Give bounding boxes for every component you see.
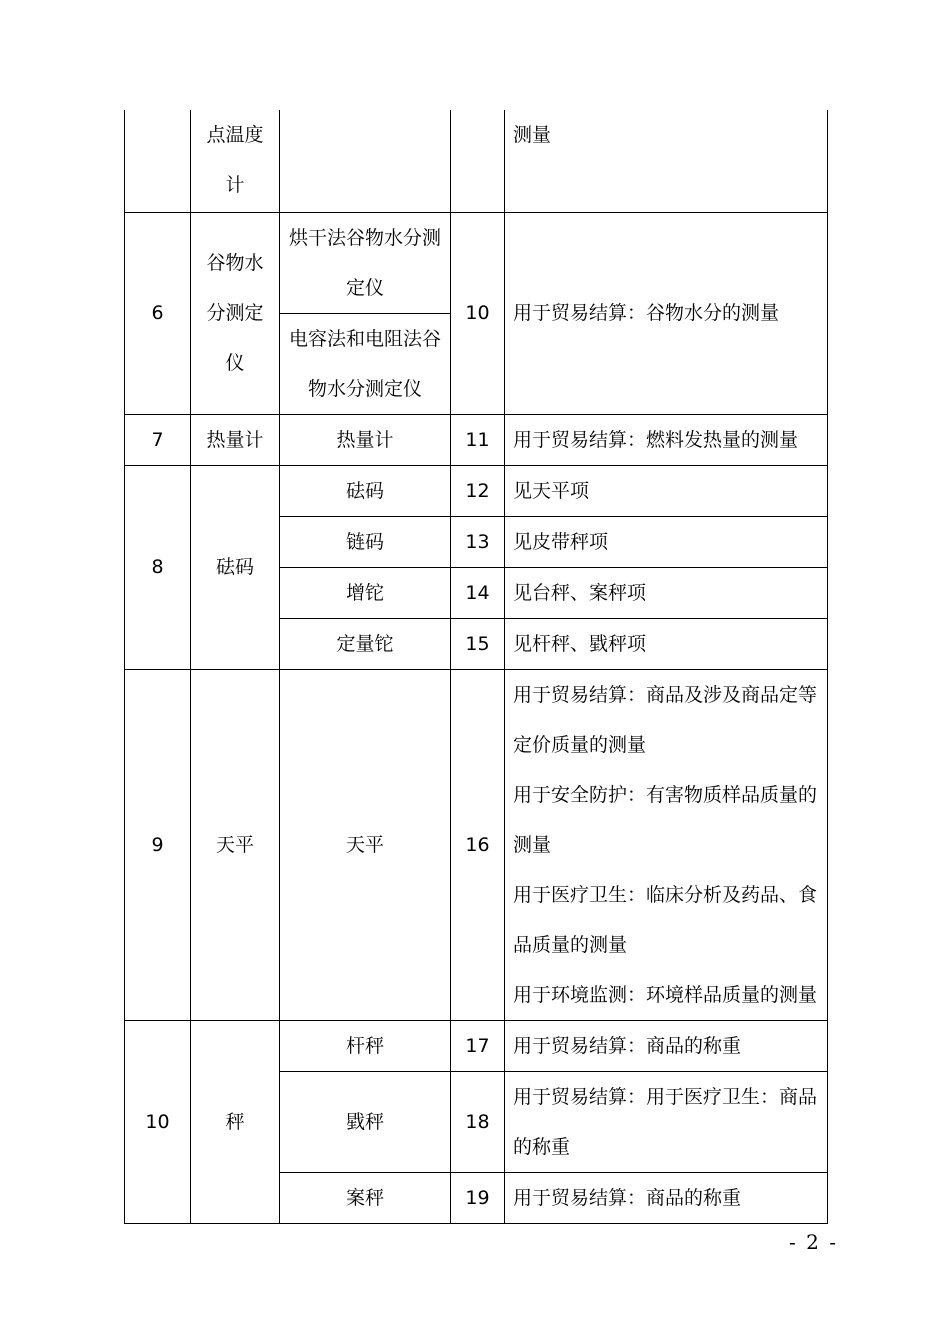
row-number-cell: 6: [125, 212, 191, 414]
category-cell: 热量计: [191, 414, 280, 465]
item-cell: 案秤: [280, 1172, 451, 1223]
usage-cell: 见天平项: [505, 465, 828, 516]
instrument-table: [124, 110, 828, 1224]
code-cell: [451, 110, 505, 212]
usage-cell: 用于贸易结算：用于医疗卫生：商品 的称重: [505, 1071, 828, 1172]
category-cell: 砝码: [191, 465, 280, 669]
code-cell: 11: [451, 414, 505, 465]
table-row: [125, 110, 828, 212]
page-number: - 2 -: [789, 1230, 838, 1254]
category-cell: 点温度 计: [191, 110, 280, 212]
row-number-cell: [125, 110, 191, 212]
usage-cell: 用于贸易结算：商品的称重: [505, 1020, 828, 1071]
code-cell: 13: [451, 516, 505, 567]
item-cell: 定量铊: [280, 618, 451, 669]
item-cell: 天平: [280, 669, 451, 1020]
usage-cell: 用于贸易结算：商品的称重: [505, 1172, 828, 1223]
usage-cell: 用于贸易结算：燃料发热量的测量: [505, 414, 828, 465]
table-row: [125, 414, 828, 465]
category-cell: 天平: [191, 669, 280, 1020]
item-cell: 热量计: [280, 414, 451, 465]
row-number-cell: 7: [125, 414, 191, 465]
usage-cell: 见台秤、案秤项: [505, 567, 828, 618]
code-cell: 18: [451, 1071, 505, 1172]
code-cell: 12: [451, 465, 505, 516]
code-cell: 10: [451, 212, 505, 414]
usage-cell: 用于贸易结算：商品及涉及商品定等 定价质量的测量 用于安全防护：有害物质样品质量的 测量 用于医疗卫生：临床分析及药品、食 品质量的测量 用于环境监测：环境样品质量的测量: [505, 669, 828, 1020]
table-row: [125, 212, 828, 313]
usage-cell: 用于贸易结算：谷物水分的测量: [505, 212, 828, 414]
code-cell: 14: [451, 567, 505, 618]
category-cell: 谷物水 分测定 仪: [191, 212, 280, 414]
row-number-cell: 9: [125, 669, 191, 1020]
code-cell: 19: [451, 1172, 505, 1223]
code-cell: 16: [451, 669, 505, 1020]
item-cell: 链码: [280, 516, 451, 567]
table-row: [125, 669, 828, 1020]
usage-cell: 测量: [505, 110, 828, 212]
usage-cell: 见皮带秤项: [505, 516, 828, 567]
usage-cell: 见杆秤、戥秤项: [505, 618, 828, 669]
row-number-cell: 10: [125, 1020, 191, 1223]
item-cell: 电容法和电阻法谷 物水分测定仪: [280, 313, 451, 414]
category-cell: 秤: [191, 1020, 280, 1223]
table-row: [125, 1020, 828, 1071]
code-cell: 17: [451, 1020, 505, 1071]
table-row: [125, 465, 828, 516]
item-cell: 烘干法谷物水分测 定仪: [280, 212, 451, 313]
row-number-cell: 8: [125, 465, 191, 669]
item-cell: 增铊: [280, 567, 451, 618]
item-cell: 砝码: [280, 465, 451, 516]
item-cell: 杆秤: [280, 1020, 451, 1071]
code-cell: 15: [451, 618, 505, 669]
item-cell: [280, 110, 451, 212]
item-cell: 戥秤: [280, 1071, 451, 1172]
